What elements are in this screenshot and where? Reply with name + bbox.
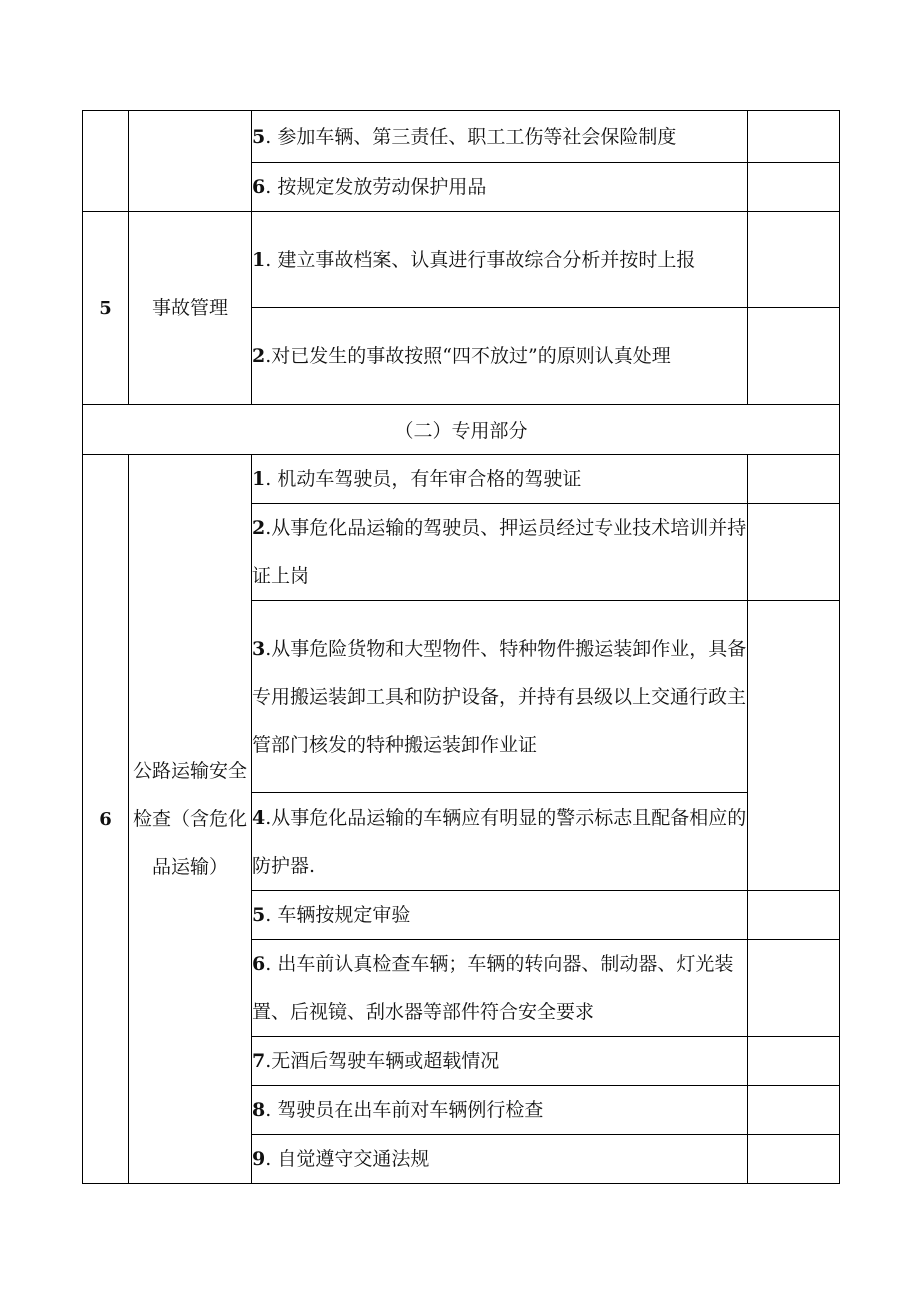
result-cell bbox=[748, 1135, 840, 1184]
check-item: 1. 建立事故档案、认真进行事故综合分析并按时上报 bbox=[252, 212, 748, 308]
result-cell bbox=[748, 1086, 840, 1135]
safety-checklist-table bbox=[82, 110, 840, 1184]
index-cell: 5 bbox=[83, 212, 129, 405]
check-item: 3.从事危险货物和大型物件、特种物件搬运装卸作业，具备专用搬运装卸工具和防护设备，并持有县级以上交通行政主管部门核发的特种搬运装卸作业证 bbox=[252, 601, 748, 793]
check-item: 6. 按规定发放劳动保护用品 bbox=[252, 163, 748, 212]
section-title: （二）专用部分 bbox=[83, 405, 840, 455]
index-cell bbox=[83, 111, 129, 212]
table-row bbox=[83, 212, 840, 308]
check-item: 9. 自觉遵守交通法规 bbox=[252, 1135, 748, 1184]
check-item: 7.无酒后驾驶车辆或超载情况 bbox=[252, 1037, 748, 1086]
result-cell bbox=[748, 212, 840, 308]
category-cell: 事故管理 bbox=[129, 212, 252, 405]
table-row bbox=[83, 111, 840, 163]
result-cell bbox=[748, 111, 840, 163]
category-cell: 公路运输安全检查（含危化品运输） bbox=[129, 455, 252, 1184]
table-row bbox=[83, 455, 840, 504]
result-cell bbox=[748, 601, 840, 891]
check-item: 1. 机动车驾驶员，有年审合格的驾驶证 bbox=[252, 455, 748, 504]
index-cell: 6 bbox=[83, 455, 129, 1184]
table-row bbox=[83, 405, 840, 455]
result-cell bbox=[748, 455, 840, 504]
check-item: 6. 出车前认真检查车辆；车辆的转向器、制动器、灯光装置、后视镜、刮水器等部件符合安全要求 bbox=[252, 940, 748, 1037]
check-item: 4.从事危化品运输的车辆应有明显的警示标志且配备相应的防护器. bbox=[252, 793, 748, 891]
result-cell bbox=[748, 1037, 840, 1086]
result-cell bbox=[748, 891, 840, 940]
check-item: 2.从事危化品运输的驾驶员、押运员经过专业技术培训并持证上岗 bbox=[252, 504, 748, 601]
check-item: 8. 驾驶员在出车前对车辆例行检查 bbox=[252, 1086, 748, 1135]
result-cell bbox=[748, 308, 840, 405]
result-cell bbox=[748, 163, 840, 212]
category-cell bbox=[129, 111, 252, 212]
check-item: 5. 参加车辆、第三责任、职工工伤等社会保险制度 bbox=[252, 111, 748, 163]
check-item: 5. 车辆按规定审验 bbox=[252, 891, 748, 940]
result-cell bbox=[748, 940, 840, 1037]
result-cell bbox=[748, 504, 840, 601]
check-item: 2.对已发生的事故按照“四不放过”的原则认真处理 bbox=[252, 308, 748, 405]
